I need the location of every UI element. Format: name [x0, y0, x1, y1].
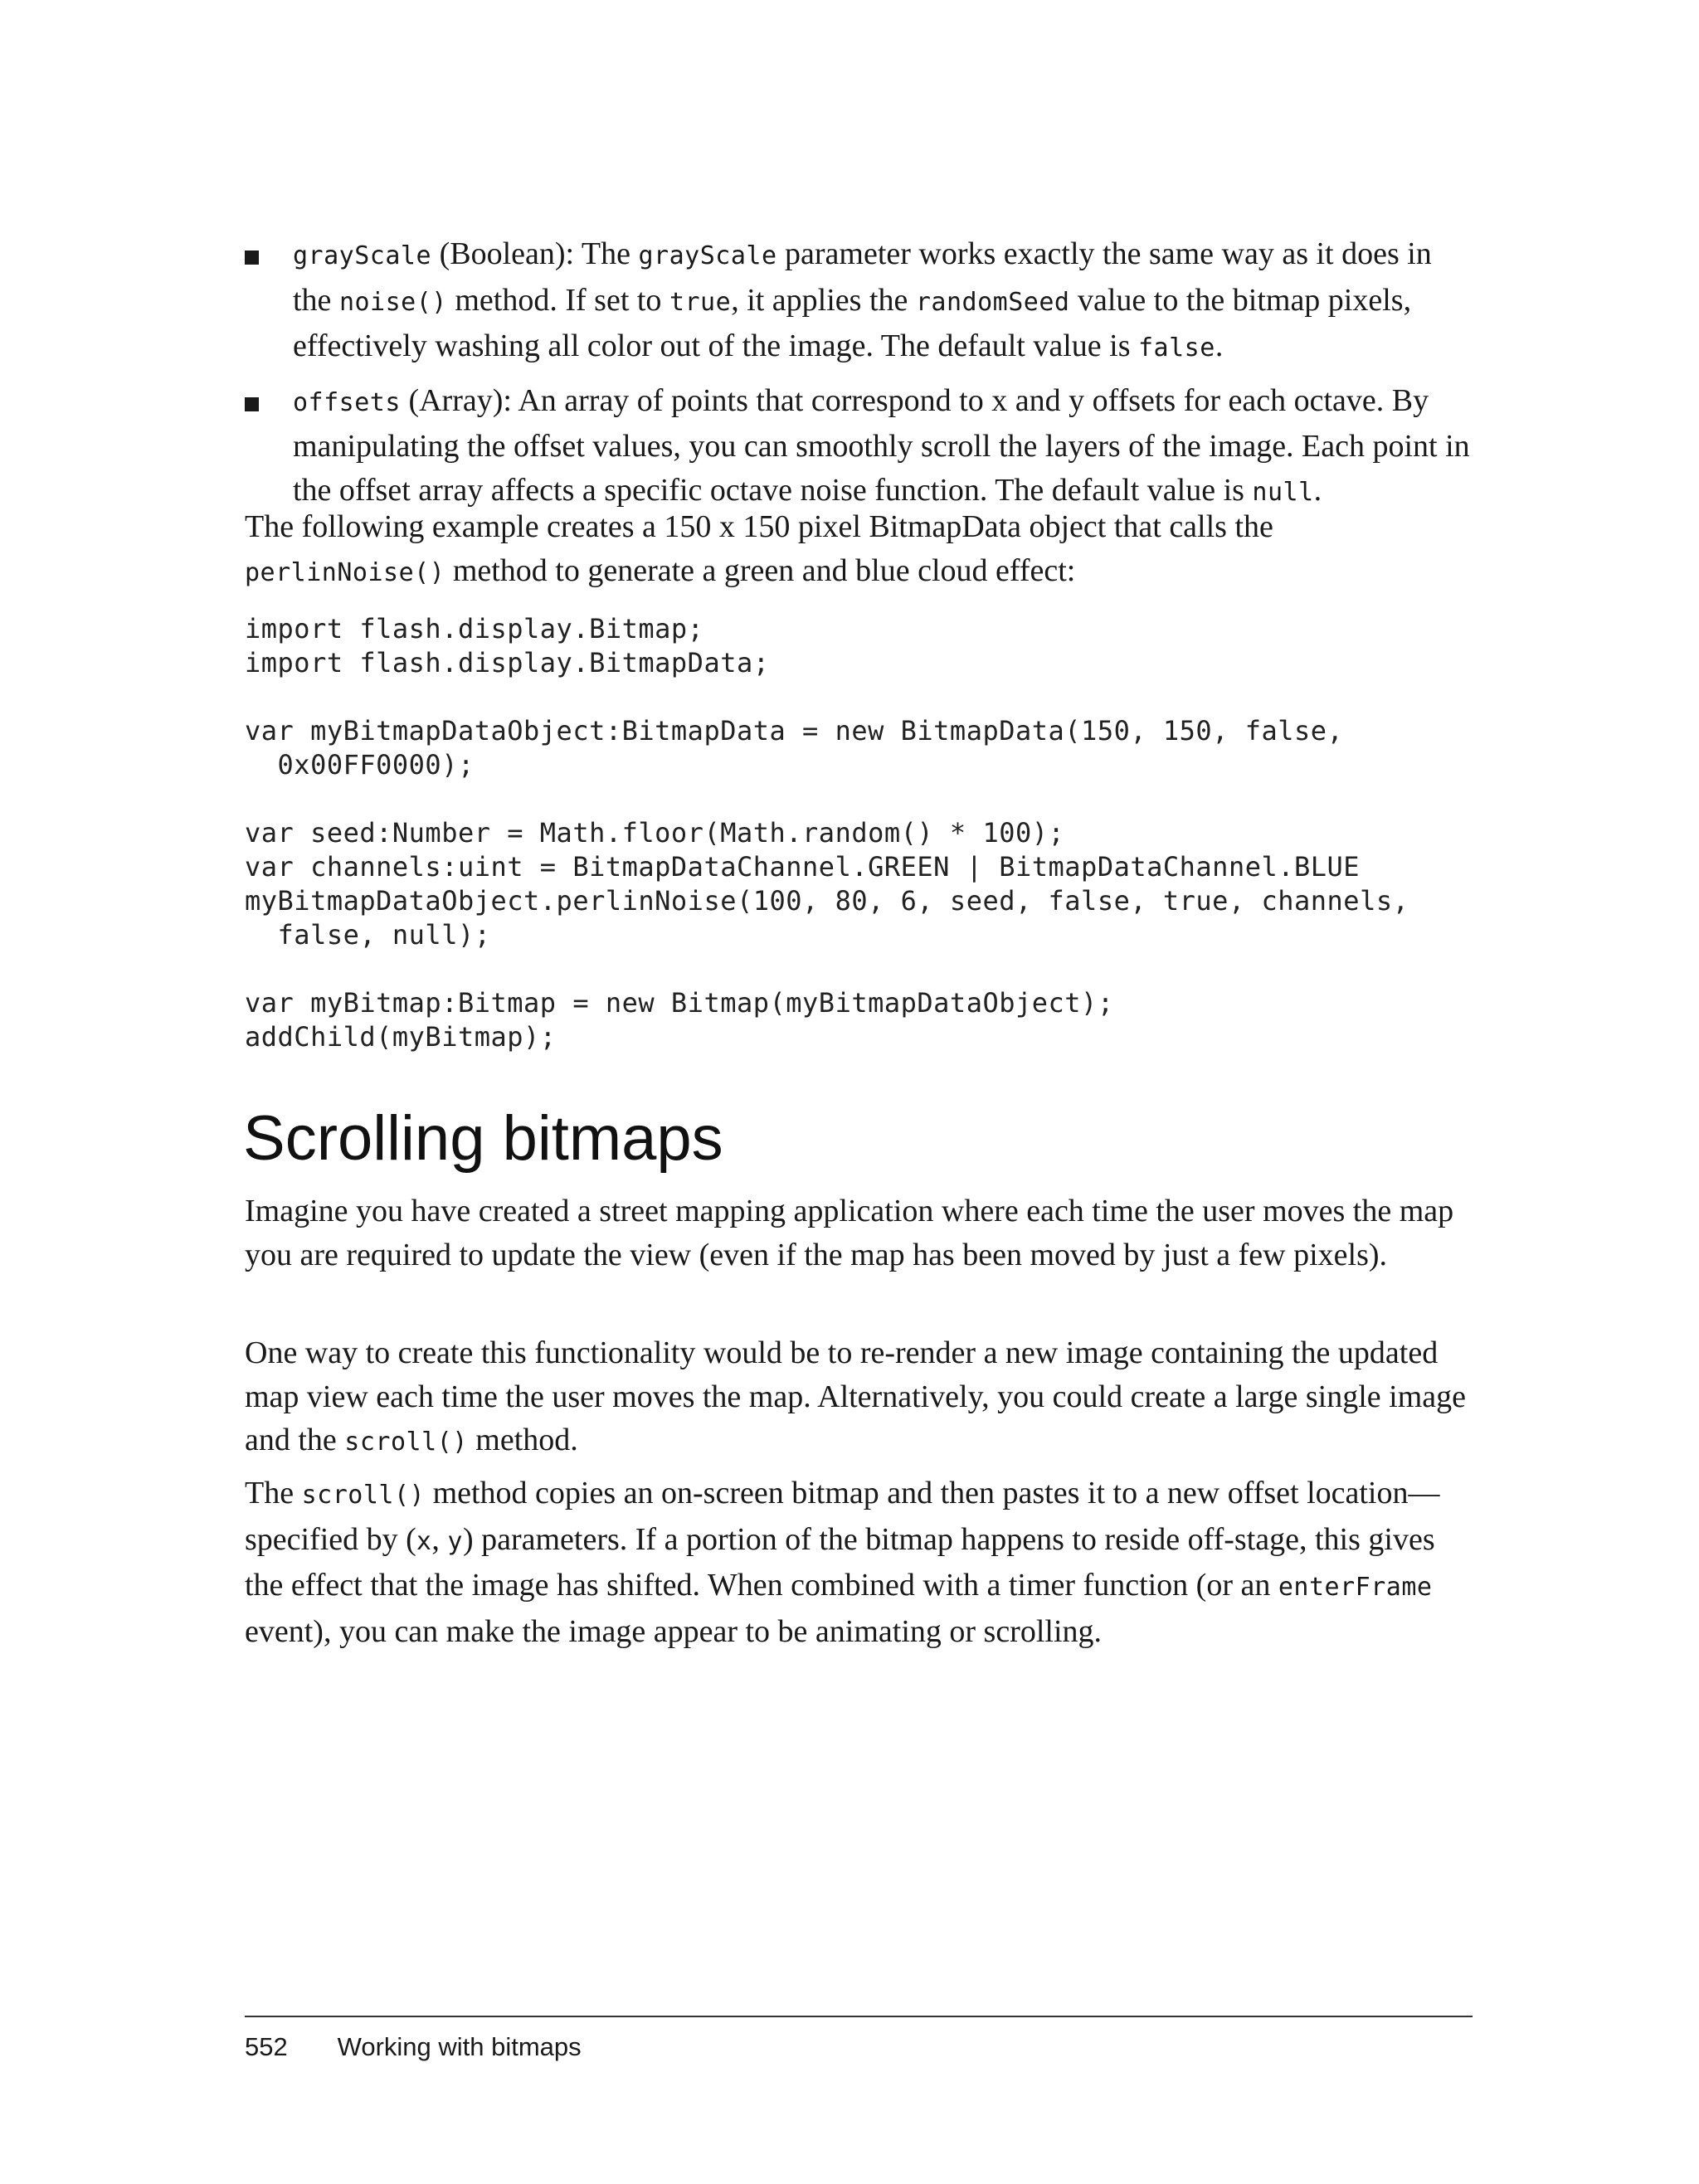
inline-code: false: [1138, 333, 1215, 362]
inline-code: true: [669, 287, 732, 317]
text-run: (Array): An array of points that correspond to x and y offsets for each octave. By manipulating the offset values, you can smoothly scroll the layers of the image. Each point in the offset array affects a specific octave noise function. The default value is: [293, 382, 1470, 508]
text-run: The following example creates a 150 x 150 pixel BitmapData object that calls the: [245, 509, 1273, 544]
inline-code: grayScale: [293, 241, 432, 270]
text-run: Imagine you have created a street mapping application where each time the user moves the map you are required to update the view (even if the map has been moved by just a few pixels).: [245, 1194, 1454, 1272]
inline-code: scroll(): [344, 1428, 468, 1457]
square-bullet-icon: [245, 397, 259, 411]
inline-code: grayScale: [638, 241, 777, 270]
text-run: method to generate a green and blue cloud effect:: [445, 552, 1076, 588]
text-run: method.: [467, 1423, 578, 1457]
inline-code: x: [416, 1526, 432, 1556]
intro-paragraph: [245, 505, 1473, 595]
page-number: 552: [245, 2032, 288, 2061]
inline-code: randomSeed: [915, 287, 1070, 317]
text-run: .: [1313, 472, 1322, 508]
inline-code: scroll(): [301, 1481, 426, 1510]
bullet-text: [293, 383, 1470, 508]
bullet-text: [293, 236, 1432, 363]
text-run: (Boolean): The: [431, 236, 639, 271]
text-run: ,: [431, 1521, 448, 1557]
list-item: [245, 232, 1473, 371]
inline-code: null: [1252, 477, 1314, 507]
body-paragraph: [245, 1331, 1473, 1465]
inline-code: offsets: [293, 387, 401, 417]
text-run: event), you can make the image appear to be animating or scrolling.: [245, 1613, 1103, 1649]
section-heading: Scrolling bitmaps: [243, 1103, 723, 1174]
body-paragraph: [245, 1471, 1473, 1653]
code-block: import flash.display.Bitmap; import flash.display.BitmapData; var myBitmapDataObject:BitmapData = new BitmapData(150, 150, false, 0x00FF0000); var seed:Number = Math.floor(Math.random() * 100); var channels:uint = BitmapDataChannel.GREEN | BitmapDataChannel.BLUE myBitmapDataObject.perlinNoise(100, 80, 6, seed, false, true, channels, false, null); var myBitmap:Bitmap = new Bitmap(myBitmapDataObject); addChild(myBitmap);: [245, 613, 1409, 1053]
parameter-list: [245, 232, 1473, 523]
footer-rule: [245, 2016, 1473, 2017]
inline-code: perlinNoise(): [245, 557, 445, 587]
inline-code: noise(): [338, 287, 447, 317]
text-run: value to the bitmap pixels, effectively washing all color out of the image. The default value is: [293, 282, 1412, 363]
list-item: [245, 379, 1473, 515]
text-run: .: [1215, 328, 1224, 363]
text-run: One way to create this functionality would be to re-render a new image containing the updated map view each time the user moves the map. Alternatively, you could create a large single image and the: [245, 1335, 1466, 1457]
text-run: , it applies the: [731, 282, 916, 318]
text-run: ) parameters. If a portion of the bitmap happens to reside off-stage, this gives the effect that the image has shifted. When combined with a timer function (or an: [245, 1521, 1435, 1603]
text-run: The: [245, 1476, 302, 1510]
square-bullet-icon: [245, 251, 259, 265]
inline-code: y: [447, 1526, 463, 1556]
text-run: method. If set to: [446, 282, 669, 318]
page-footer: [245, 2031, 582, 2064]
text-run: method copies an on-screen bitmap and then pastes it to a new offset location—specified by (: [245, 1476, 1440, 1557]
text-run: parameter works exactly the same way as it does in the: [293, 236, 1432, 318]
chapter-title: Working with bitmaps: [337, 2032, 582, 2061]
inline-code: enterFrame: [1278, 1573, 1433, 1602]
body-paragraph: [245, 1189, 1473, 1277]
